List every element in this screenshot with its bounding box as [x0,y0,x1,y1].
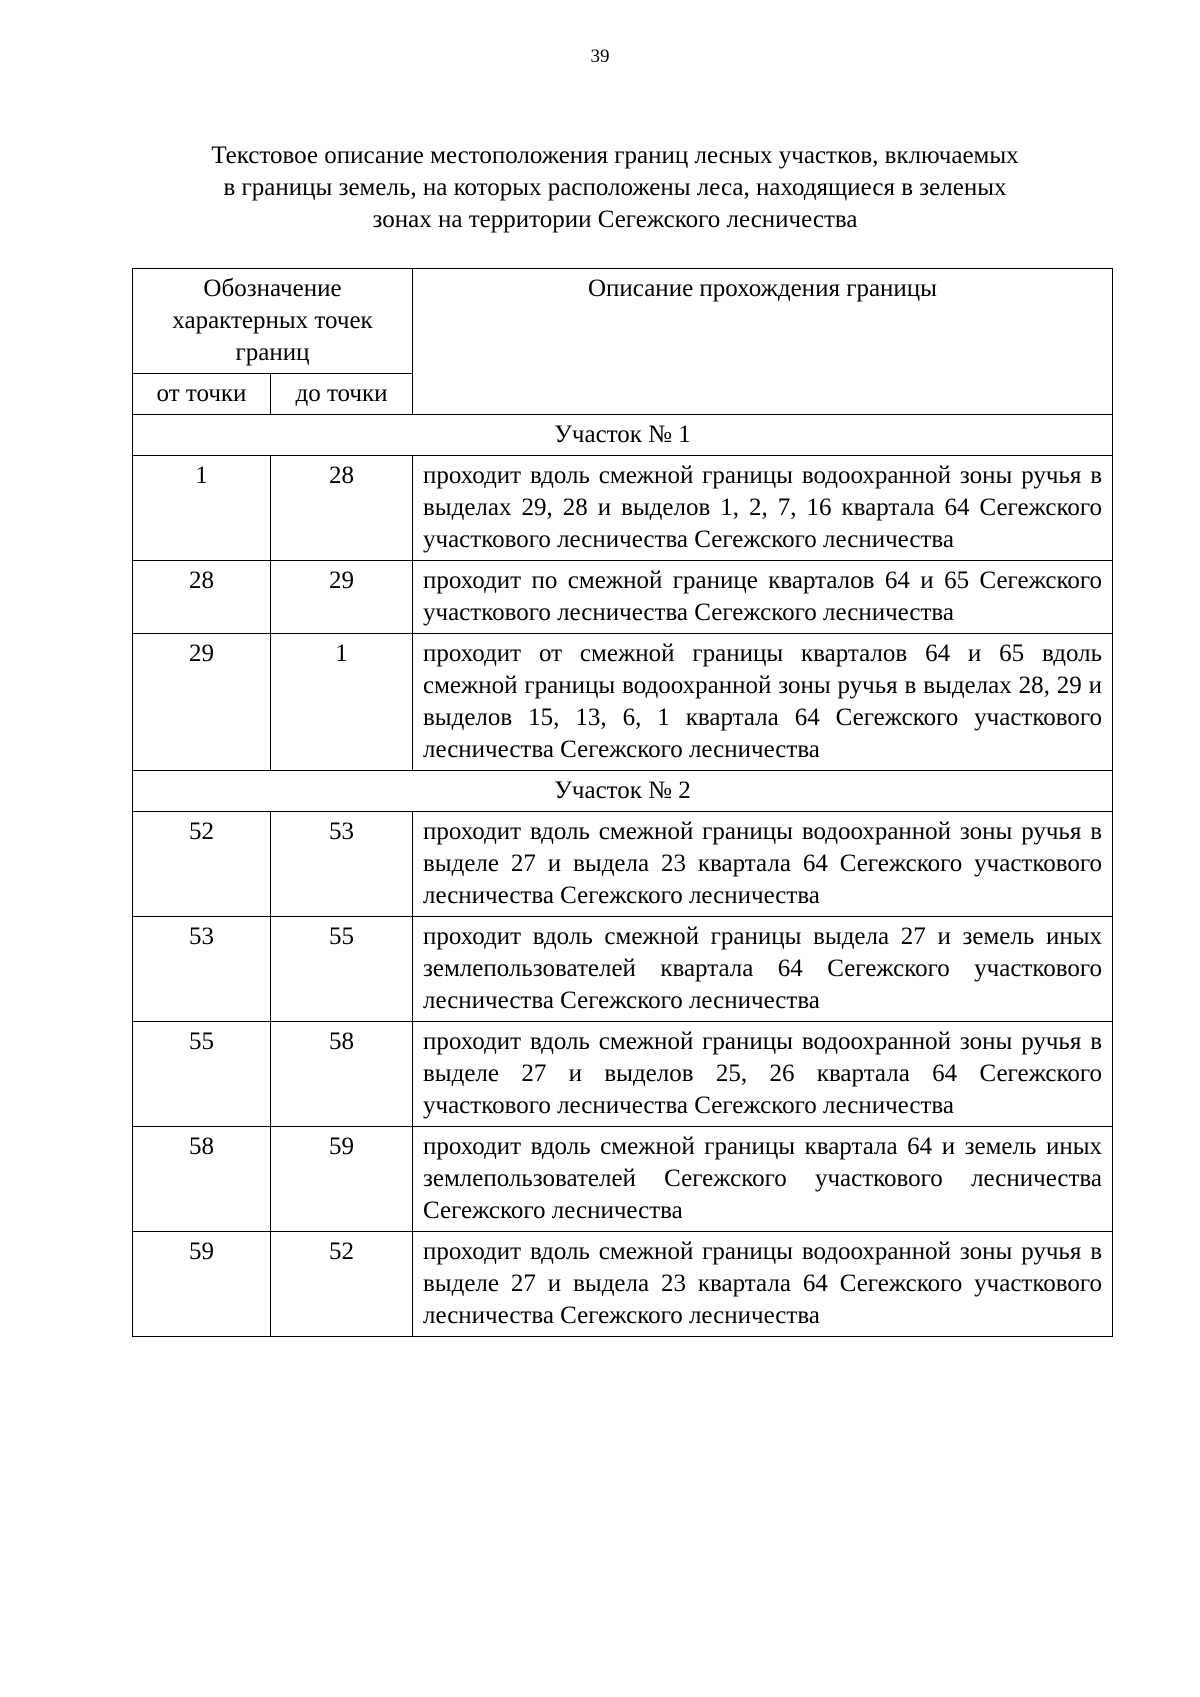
point-from: 58 [133,1127,271,1232]
table-row [133,917,1113,1022]
point-to: 59 [271,1127,413,1232]
table-row [133,1127,1113,1232]
table-row [133,1232,1113,1337]
table-header-row [133,269,1113,374]
point-to: 53 [271,812,413,917]
point-from: 29 [133,634,271,771]
title-line: зонах на территории Сегежского лесничества [372,206,858,233]
boundary-table [132,268,1113,1337]
point-from: 52 [133,812,271,917]
table-row [133,1022,1113,1127]
point-to: 52 [271,1232,413,1337]
boundary-description: проходит вдоль смежной границы водоохранной зоны ручья в выделе 27 и выдела 23 квартала 64 Сегежского участкового лесничества Сегежского лесничества [413,1232,1113,1337]
point-to: 55 [271,917,413,1022]
title-line: Текстовое описание местоположения границ лесных участков, включаемых [211,142,1019,169]
header-from: от точки [133,374,271,415]
table-row [133,561,1113,634]
boundary-description: проходит вдоль смежной границы квартала 64 и земель иных землепользователей Сегежского участкового лесничества Сегежского лесничества [413,1127,1113,1232]
section-row [133,771,1113,812]
page-number: 39 [590,46,610,67]
table-row [133,456,1113,561]
boundary-description: проходит по смежной границе кварталов 64 и 65 Сегежского участкового лесничества Сегежского лесничества [413,561,1113,634]
boundary-description: проходит вдоль смежной границы водоохранной зоны ручья в выделе 27 и выделов 25, 26 квартала 64 Сегежского участкового лесничества Сегежского лесничества [413,1022,1113,1127]
point-from: 55 [133,1022,271,1127]
title-line: в границы земель, на которых расположены леса, находящиеся в зеленых [223,174,1007,201]
boundary-description: проходит вдоль смежной границы водоохранной зоны ручья в выделах 29, 28 и выделов 1, 2, 7, 16 квартала 64 Сегежского участкового лесничества Сегежского лесничества [413,456,1113,561]
point-to: 28 [271,456,413,561]
boundary-description: проходит вдоль смежной границы выдела 27 и земель иных землепользователей квартала 64 Сегежского участкового лесничества Сегежского лесничества [413,917,1113,1022]
point-from: 1 [133,456,271,561]
table-body [133,415,1113,1337]
point-to: 58 [271,1022,413,1127]
header-to: до точки [271,374,413,415]
header-description: Описание прохождения границы [413,269,1113,415]
boundary-description: проходит от смежной границы кварталов 64 и 65 вдоль смежной границы водоохранной зоны ручья в выделах 28, 29 и выделов 15, 13, 6, 1 квартала 64 Сегежского участкового лесничества Сегежского лесничества [413,634,1113,771]
table-row [133,634,1113,771]
point-from: 53 [133,917,271,1022]
section-row [133,415,1113,456]
table-row [133,812,1113,917]
section-title: Участок № 2 [133,771,1113,812]
document-title [150,140,1080,236]
point-from: 28 [133,561,271,634]
point-to: 1 [271,634,413,771]
point-to: 29 [271,561,413,634]
header-points: Обозначение характерных точек границ [133,269,413,374]
boundary-description: проходит вдоль смежной границы водоохранной зоны ручья в выделе 27 и выдела 23 квартала 64 Сегежского участкового лесничества Сегежского лесничества [413,812,1113,917]
section-title: Участок № 1 [133,415,1113,456]
point-from: 59 [133,1232,271,1337]
